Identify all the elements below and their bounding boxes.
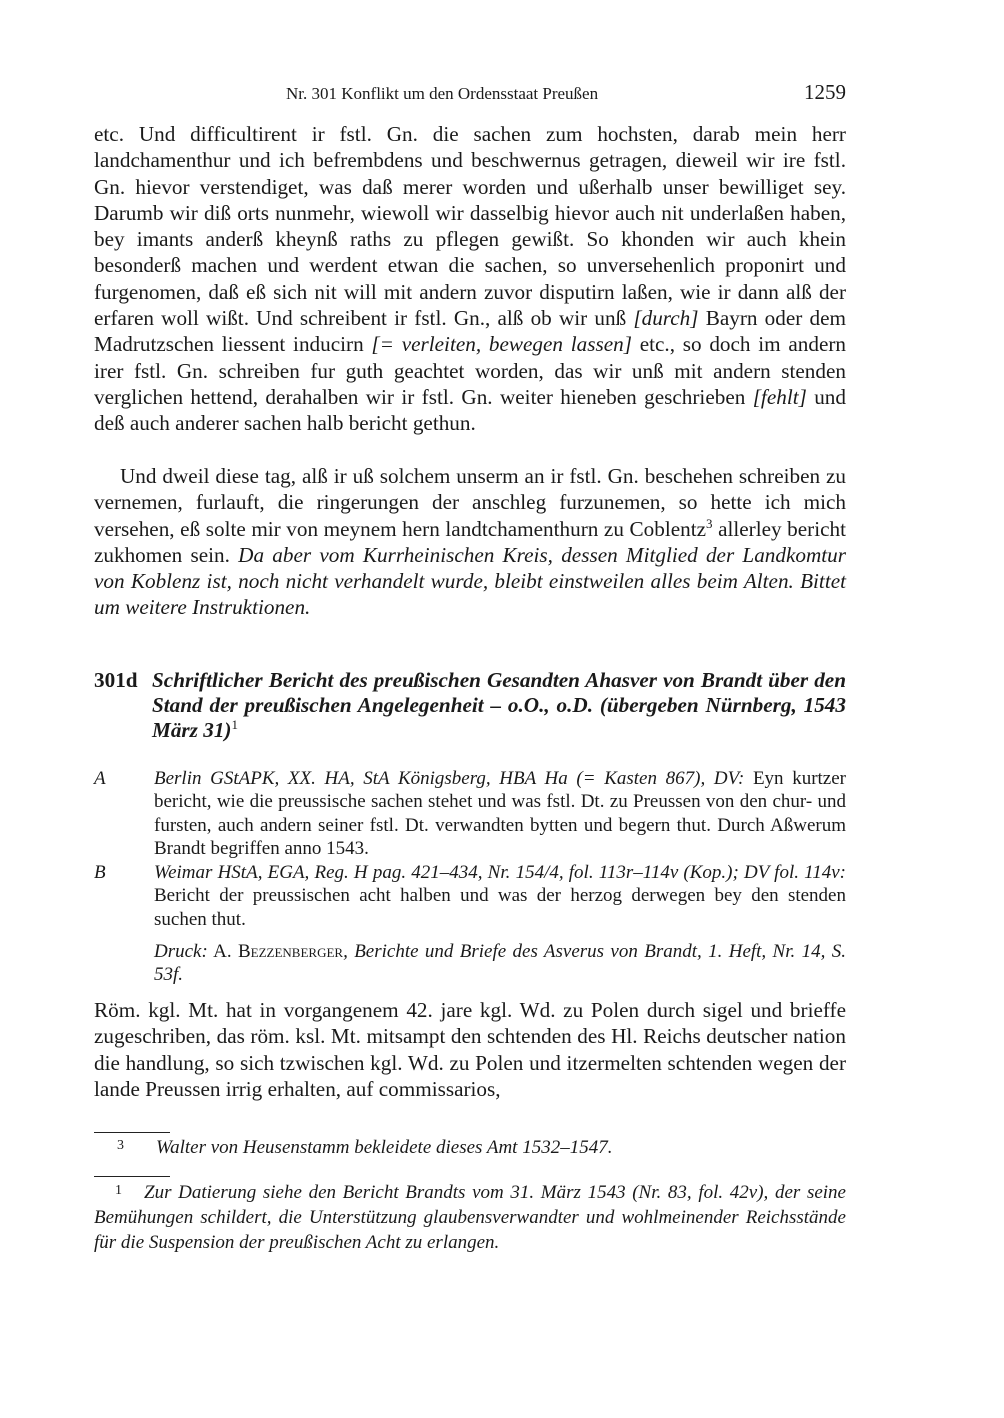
print-label: Druck: <box>154 941 208 962</box>
editorial-summary: Da aber vom Kurrheinischen Kreis, dessen Mitglied der Landkomtur von Koblenz ist, noch nicht verhandelt wurde, bleibt einstweilen alles beim Alten. Bittet um weitere Instruktionen. <box>94 542 847 620</box>
source-entry-b <box>94 861 846 931</box>
editorial-gloss: [= verleiten, bewegen lassen] <box>371 332 632 357</box>
print-initial: A. <box>207 941 238 962</box>
paragraph-2 <box>94 463 846 621</box>
section-title-text: Schriftlicher Bericht des preußischen Gesandten Ahasver von Brandt über den Stand der preußischen Angelegenheit – o.O., o.D. (übergeben Nürnberg, 1543 März 31) <box>152 668 846 742</box>
footnote-text: Walter von Heusenstamm bekleidete dieses Amt 1532–1547. <box>156 1137 613 1158</box>
source-siglum: A <box>94 768 106 789</box>
print-reference <box>94 940 846 987</box>
source-description: Eyn kurtzer bericht, wie die preussische sachen stehet und was fstl. Dt. zu Preussen von den chur- und fursten, auch andern seiner fstl. Dt. verwandten bytten und begern thut. Durch Aßwerum Brandt begriffen anno 1543. <box>154 768 846 860</box>
footnote-3 <box>94 1133 846 1160</box>
footnote-text: Zur Datierung siehe den Bericht Brandts vom 31. März 1543 (Nr. 83, fol. 42v), der seine Bemühungen schildert, die Unterstützung glaubensverwandter und wohlmeinender Reichsstände für die Suspension der preußischen Acht zu erlangen. <box>94 1182 846 1253</box>
source-body <box>154 767 846 861</box>
footnote-ref-3[interactable]: 3 <box>706 515 713 531</box>
source-body <box>154 861 846 931</box>
source-reference: Berlin GStAPK, XX. HA, StA Königsberg, HBA Ha (= Kasten 867), DV: <box>154 768 745 789</box>
footnote-rule <box>94 1176 170 1177</box>
section-heading <box>94 668 846 743</box>
source-description: Bericht der preussischen acht halben und was der herzog derwegen bey den stenden suchen thut. <box>154 885 846 930</box>
paragraph-text: und deß auch anderer sachen halb bericht gethun. <box>94 384 846 436</box>
source-reference: Weimar HStA, EGA, Reg. H pag. 421–434, Nr. 154/4, fol. 113r–114v (Kop.); DV fol. 114v: <box>154 862 846 883</box>
paragraph-3 <box>94 997 846 1102</box>
source-entry-a <box>94 767 846 861</box>
paragraph-text: Und dweil diese tag, alß ir uß solchem unserm an ir fstl. Gn. beschehen schreiben zu vernemen, furlauft, die ringerungen der anschleg furzunemen, so hette ich mich versehen, eß solte mir von meynem hern landtchamenthurn zu Coblentz <box>94 464 846 541</box>
footnote-number: 1 <box>115 1183 122 1198</box>
paragraph-text: Bayrn oder dem Madrutzschen liessent inducirn <box>94 306 846 357</box>
section-number: 301d <box>94 668 138 692</box>
footnote-number: 3 <box>117 1138 124 1153</box>
footnote-1 <box>94 1178 846 1255</box>
editorial-insertion: [durch] <box>633 306 699 331</box>
footnote-ref-1[interactable]: 1 <box>231 717 238 732</box>
source-siglum: B <box>94 862 106 883</box>
page-number: 1259 <box>804 80 846 104</box>
paragraph-1 <box>94 121 846 437</box>
paragraph-text: Röm. kgl. Mt. hat in vorgangenem 42. jare kgl. Wd. zu Polen durch sigel und brieffe zugeschriben, das röm. ksl. Mt. mitsampt den schtenden des Hl. Reichs deutscher nation die handlung, so sich tzwischen kgl. Wd. zu Polen und itzermelten schtenden wegen der lande Preussen irrig erhalten, auf commissarios, <box>94 998 846 1101</box>
print-title: , Berichte und Briefe des Asverus von Brandt, 1. Heft, Nr. 14, S. 53f. <box>154 941 846 986</box>
paragraph-text: etc. Und difficultirent ir fstl. Gn. die sachen zum hochsten, darab mein herr landchamenthur und ich befrembdens und beschwernus getragen, dieweil wir ire fstl. Gn. hievor verstendiget, was daß merer worden und ußerhalb unser bewilliget sey. Darumb wir diß orts nunmehr, wiewoll wir dasselbig hievor auch nit underlaßen haben, bey imants anderß kheynß raths zu pflegen gewißt. So khonden wir auch khein besonderß machen und werdent etwan die sachen, so unversehenlich proponirt und furgenomen, daß eß sich nit will mit andern zuvor disputirn laßen, wie ir dann alß der erfaren woll wißt. Und schreibent ir fstl. Gn., alß ob wir unß <box>94 122 846 331</box>
paragraph-text: allerley bericht zukhomen sein. <box>94 516 846 567</box>
print-author: Bezzenberger <box>237 941 344 962</box>
paragraph-text: etc., so doch im andern irer fstl. Gn. schreiben fur guth geachtet worden, das wir unß mit andern stenden verglichen hettend, derahalben wir ir fstl. Gn. weiter hieneben geschrieben <box>94 332 846 409</box>
section-title <box>152 668 846 743</box>
running-title: Nr. 301 Konflikt um den Ordensstaat Preußen <box>286 84 599 103</box>
editorial-note: [fehlt] <box>752 384 807 409</box>
print-body <box>154 940 846 987</box>
running-head <box>94 80 846 108</box>
